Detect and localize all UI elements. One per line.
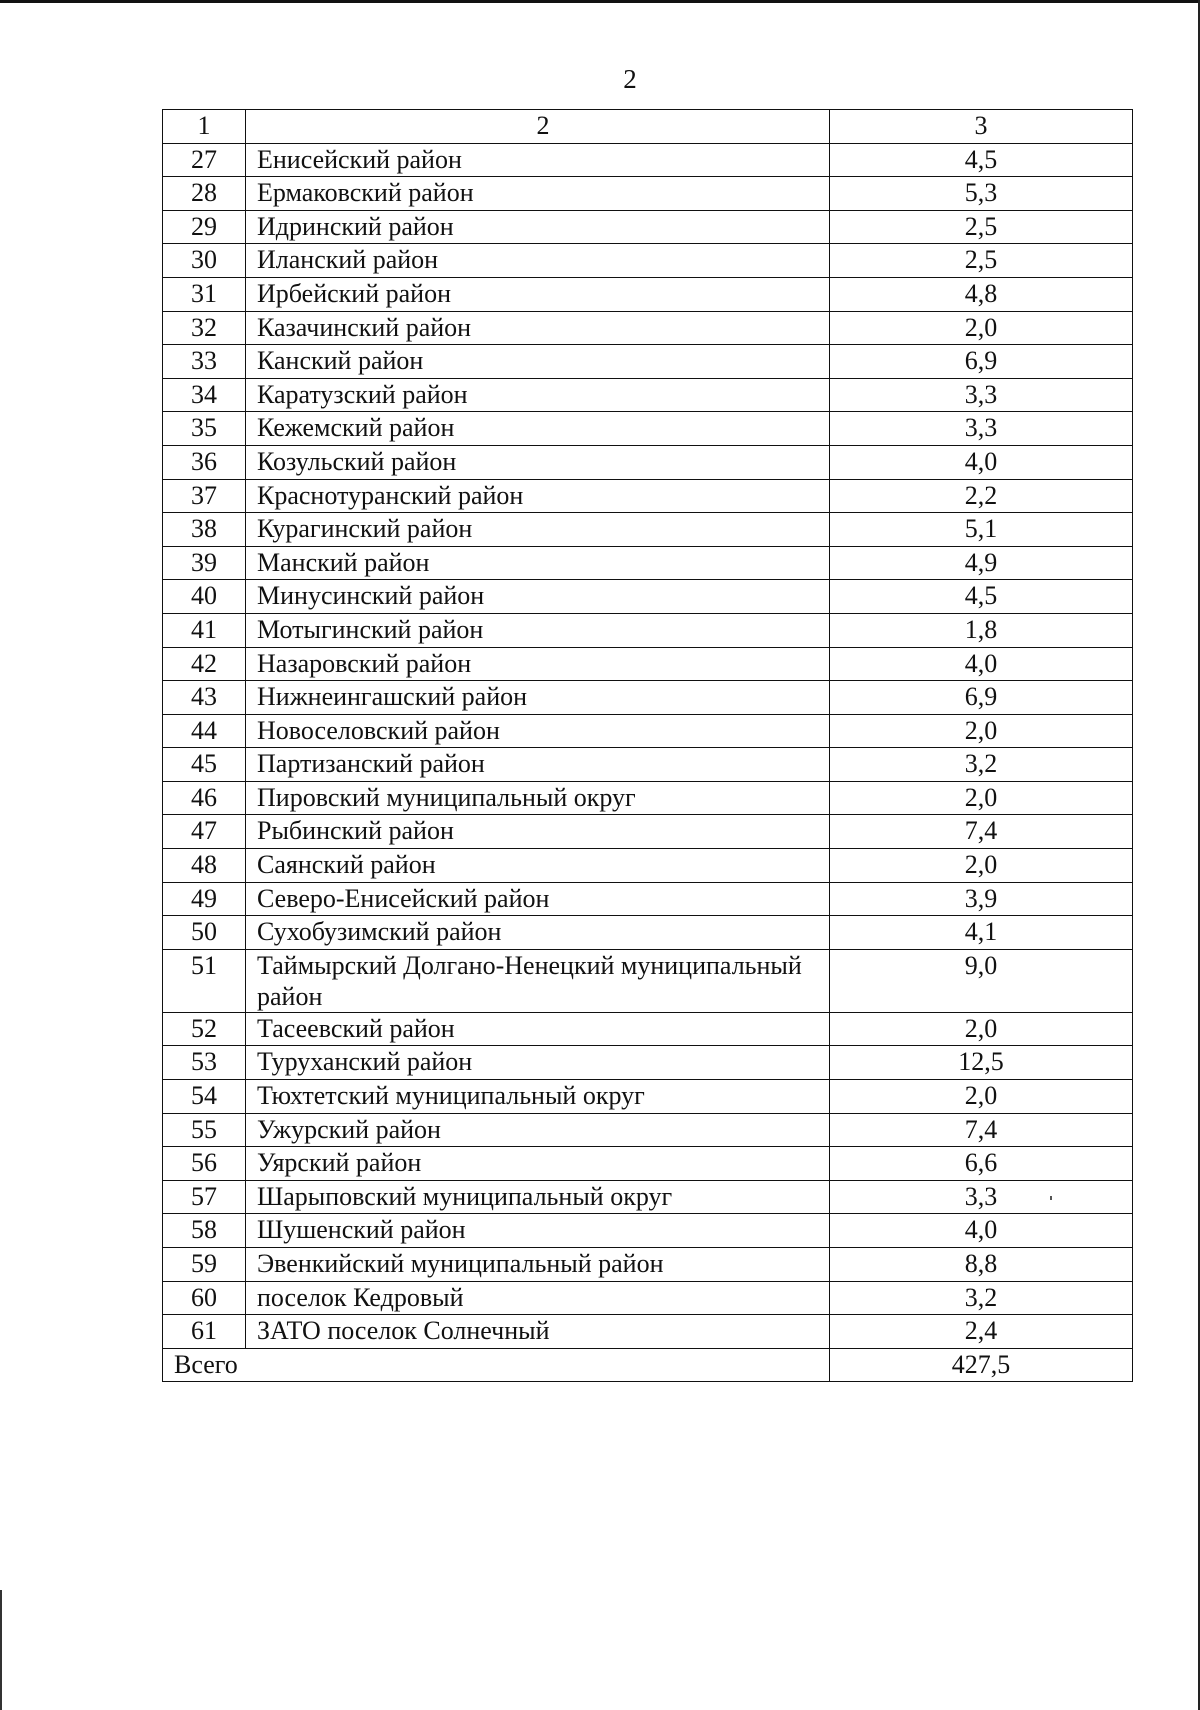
row-value: 2,5 (830, 210, 1133, 244)
row-value: 2,0 (830, 1012, 1133, 1046)
row-value: 4,9 (830, 546, 1133, 580)
row-value: 2,5 (830, 244, 1133, 278)
row-number: 27 (163, 143, 246, 177)
municipality-name: ЗАТО поселок Солнечный (246, 1315, 830, 1349)
municipality-name: Таймырский Долгано-Ненецкий муниципальный район (246, 949, 830, 1012)
municipality-name: Сухобузимский район (246, 916, 830, 950)
table-row (163, 1012, 1133, 1046)
municipality-name: Идринский район (246, 210, 830, 244)
table-row (163, 916, 1133, 950)
row-number: 38 (163, 513, 246, 547)
row-value: 12,5 (830, 1046, 1133, 1080)
row-number: 49 (163, 882, 246, 916)
allocation-table (162, 109, 1133, 1382)
row-number: 59 (163, 1248, 246, 1282)
row-value: 4,0 (830, 1214, 1133, 1248)
row-value: 2,0 (830, 1080, 1133, 1114)
table-row (163, 1080, 1133, 1114)
table-row (163, 815, 1133, 849)
row-value: 3,3 (830, 412, 1133, 446)
table-row (163, 949, 1133, 1012)
table-row (163, 580, 1133, 614)
municipality-name: Новоселовский район (246, 714, 830, 748)
total-row (163, 1348, 1133, 1382)
header-col-2: 2 (246, 110, 830, 144)
table-row (163, 781, 1133, 815)
header-col-1: 1 (163, 110, 246, 144)
row-value: 4,5 (830, 580, 1133, 614)
scan-border-top (0, 0, 1200, 3)
municipality-name: Иланский район (246, 244, 830, 278)
municipality-name: Казачинский район (246, 311, 830, 345)
table-row (163, 244, 1133, 278)
municipality-name: Рыбинский район (246, 815, 830, 849)
row-number: 57 (163, 1180, 246, 1214)
table-row (163, 445, 1133, 479)
row-number: 53 (163, 1046, 246, 1080)
row-number: 60 (163, 1281, 246, 1315)
row-value: 3,3 (830, 378, 1133, 412)
total-label: Всего (163, 1348, 830, 1382)
row-number: 48 (163, 849, 246, 883)
table-row (163, 143, 1133, 177)
table-row (163, 378, 1133, 412)
row-number: 61 (163, 1315, 246, 1349)
total-value: 427,5 (830, 1348, 1133, 1382)
municipality-name: Уярский район (246, 1147, 830, 1181)
row-number: 41 (163, 613, 246, 647)
row-number: 52 (163, 1012, 246, 1046)
table-row (163, 311, 1133, 345)
row-value: 2,0 (830, 781, 1133, 815)
row-value: 4,8 (830, 277, 1133, 311)
scan-border-left (0, 1590, 2, 1710)
municipality-name: Манский район (246, 546, 830, 580)
municipality-name: Енисейский район (246, 143, 830, 177)
table-row (163, 613, 1133, 647)
table-row (163, 647, 1133, 681)
table-row (163, 849, 1133, 883)
row-value: 4,0 (830, 445, 1133, 479)
row-value: 2,2 (830, 479, 1133, 513)
table-row (163, 681, 1133, 715)
row-number: 32 (163, 311, 246, 345)
municipality-name: поселок Кедровый (246, 1281, 830, 1315)
row-value: 5,1 (830, 513, 1133, 547)
table-row (163, 513, 1133, 547)
municipality-name: Каратузский район (246, 378, 830, 412)
municipality-name: Курагинский район (246, 513, 830, 547)
row-number: 29 (163, 210, 246, 244)
municipality-name: Пировский муниципальный округ (246, 781, 830, 815)
row-value: 3,2 (830, 1281, 1133, 1315)
row-value: 3,3 (830, 1180, 1133, 1214)
row-number: 40 (163, 580, 246, 614)
table-row (163, 882, 1133, 916)
table-row (163, 546, 1133, 580)
table-row (163, 748, 1133, 782)
table-row (163, 1147, 1133, 1181)
row-number: 50 (163, 916, 246, 950)
page-number: 2 (623, 64, 637, 94)
municipality-name: Ермаковский район (246, 177, 830, 211)
row-number: 45 (163, 748, 246, 782)
row-number: 51 (163, 949, 246, 1012)
row-number: 33 (163, 345, 246, 379)
row-number: 58 (163, 1214, 246, 1248)
municipality-name: Нижнеингашский район (246, 681, 830, 715)
table-row (163, 210, 1133, 244)
row-number: 56 (163, 1147, 246, 1181)
municipality-name: Кежемский район (246, 412, 830, 446)
table-row (163, 1180, 1133, 1214)
row-value: 1,8 (830, 613, 1133, 647)
row-value: 4,1 (830, 916, 1133, 950)
municipality-name: Канский район (246, 345, 830, 379)
row-value: 8,8 (830, 1248, 1133, 1282)
municipality-name: Мотыгинский район (246, 613, 830, 647)
row-value: 4,5 (830, 143, 1133, 177)
table-row (163, 1248, 1133, 1282)
table-row (163, 1214, 1133, 1248)
row-value: 7,4 (830, 1113, 1133, 1147)
row-value: 6,9 (830, 345, 1133, 379)
municipality-name: Партизанский район (246, 748, 830, 782)
table-row (163, 1113, 1133, 1147)
municipality-name: Эвенкийский муниципальный район (246, 1248, 830, 1282)
municipality-name: Северо-Енисейский район (246, 882, 830, 916)
municipality-name: Шарыповский муниципальный округ (246, 1180, 830, 1214)
row-value: 2,4 (830, 1315, 1133, 1349)
row-value: 2,0 (830, 849, 1133, 883)
table-row (163, 1046, 1133, 1080)
table-header-row (163, 110, 1133, 144)
municipality-name: Назаровский район (246, 647, 830, 681)
row-value: 9,0 (830, 949, 1133, 1012)
row-number: 43 (163, 681, 246, 715)
row-number: 47 (163, 815, 246, 849)
municipality-name: Тасеевский район (246, 1012, 830, 1046)
row-number: 39 (163, 546, 246, 580)
table-row (163, 714, 1133, 748)
table-row (163, 277, 1133, 311)
row-number: 28 (163, 177, 246, 211)
row-number: 55 (163, 1113, 246, 1147)
row-number: 36 (163, 445, 246, 479)
row-number: 46 (163, 781, 246, 815)
row-number: 34 (163, 378, 246, 412)
table-row (163, 1315, 1133, 1349)
row-value: 3,9 (830, 882, 1133, 916)
row-value: 6,9 (830, 681, 1133, 715)
row-value: 6,6 (830, 1147, 1133, 1181)
municipality-name: Козульский район (246, 445, 830, 479)
table-row (163, 479, 1133, 513)
row-value: 3,2 (830, 748, 1133, 782)
municipality-name: Туруханский район (246, 1046, 830, 1080)
municipality-name: Саянский район (246, 849, 830, 883)
municipality-name: Тюхтетский муниципальный округ (246, 1080, 830, 1114)
row-value: 2,0 (830, 311, 1133, 345)
row-value: 4,0 (830, 647, 1133, 681)
table-row (163, 345, 1133, 379)
row-value: 5,3 (830, 177, 1133, 211)
row-number: 35 (163, 412, 246, 446)
row-number: 42 (163, 647, 246, 681)
header-col-3: 3 (830, 110, 1133, 144)
table-row (163, 1281, 1133, 1315)
municipality-name: Шушенский район (246, 1214, 830, 1248)
row-value: 7,4 (830, 815, 1133, 849)
municipality-name: Ирбейский район (246, 277, 830, 311)
row-value: 2,0 (830, 714, 1133, 748)
municipality-name: Минусинский район (246, 580, 830, 614)
table-row (163, 177, 1133, 211)
table-row (163, 412, 1133, 446)
row-number: 30 (163, 244, 246, 278)
row-number: 44 (163, 714, 246, 748)
municipality-name: Краснотуранский район (246, 479, 830, 513)
row-number: 54 (163, 1080, 246, 1114)
row-number: 37 (163, 479, 246, 513)
row-number: 31 (163, 277, 246, 311)
municipality-name: Ужурский район (246, 1113, 830, 1147)
